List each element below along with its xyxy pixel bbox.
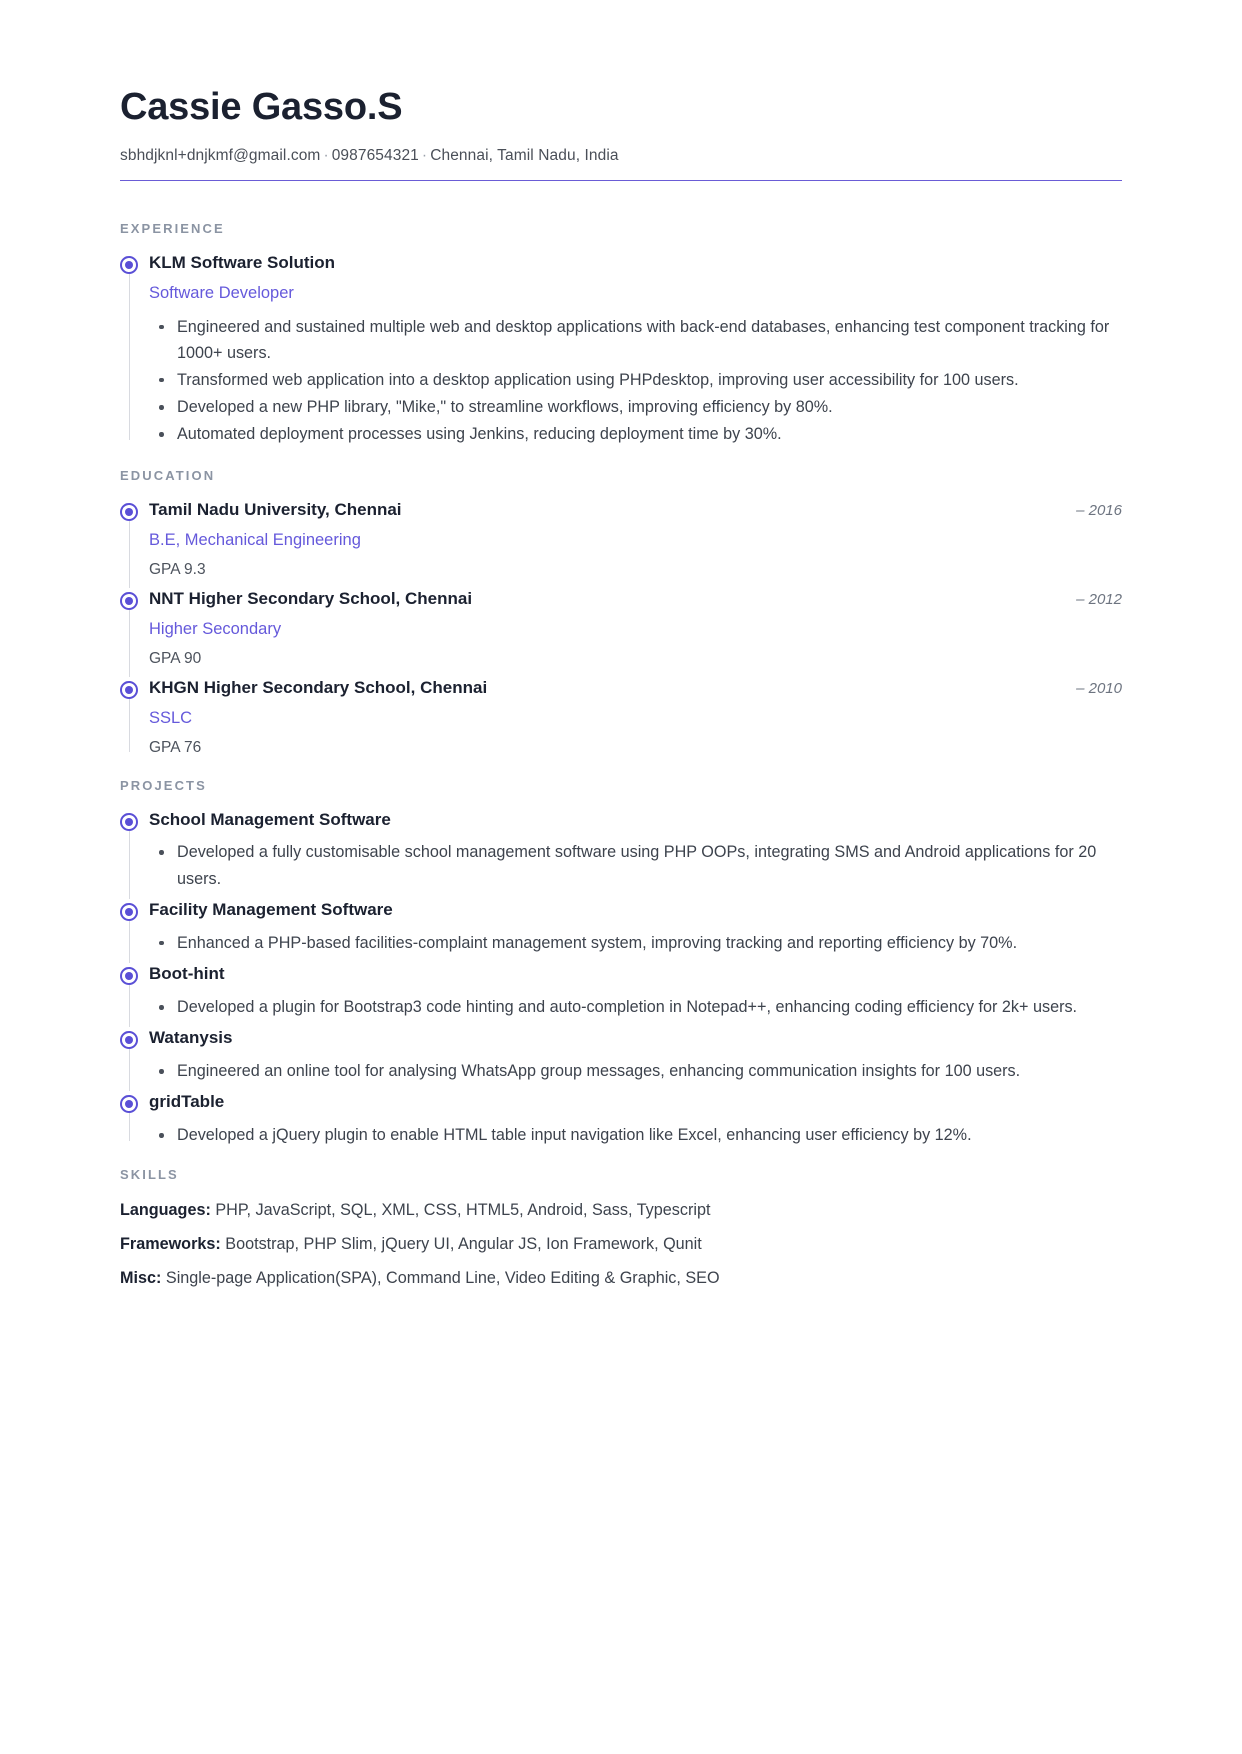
education-school: NNT Higher Secondary School, Chennai — [149, 588, 473, 608]
section-title-skills: SKILLS — [120, 1166, 179, 1182]
project-bullet-list — [149, 930, 1122, 956]
experience-role: Software Developer — [149, 283, 294, 302]
contact-line — [120, 146, 1122, 166]
section-title-projects: PROJECTS — [120, 777, 207, 793]
education-school: Tamil Nadu University, Chennai — [149, 499, 402, 519]
project-entry-head — [149, 899, 1122, 922]
timeline-dot-icon — [120, 681, 138, 699]
education-entry — [120, 677, 1122, 760]
education-gpa: GPA 90 — [149, 650, 202, 668]
contact-location: Chennai, Tamil Nadu, India — [430, 146, 619, 164]
skill-label: Misc: — [120, 1268, 162, 1287]
project-bullet-list — [149, 994, 1122, 1020]
education-date: – 2012 — [1076, 590, 1122, 608]
skill-label: Languages: — [120, 1200, 211, 1219]
list-item: Developed a new PHP library, "Mike," to streamline workflows, improving efficiency by 80%. — [149, 394, 1122, 420]
timeline-dot-icon — [120, 503, 138, 521]
list-item: Developed a plugin for Bootstrap3 code hinting and auto-completion in Notepad++, enhancing coding efficiency for 2k+ users. — [149, 994, 1122, 1020]
skill-row-languages — [120, 1198, 1122, 1223]
education-school: KHGN Higher Secondary School, Chennai — [149, 677, 488, 697]
education-entry — [120, 588, 1122, 677]
project-entry — [120, 1027, 1122, 1091]
skills-section — [120, 1167, 1122, 1291]
resume-header — [120, 86, 1122, 181]
timeline-dot-icon — [120, 592, 138, 610]
project-name: Facility Management Software — [149, 899, 393, 919]
project-bullet-list — [149, 1058, 1122, 1084]
education-entry — [120, 499, 1122, 588]
projects-section — [120, 778, 1122, 1149]
contact-phone[interactable]: 0987654321 — [331, 146, 419, 164]
section-title-education: EDUCATION — [120, 467, 216, 483]
contact-separator-2: · — [421, 146, 428, 164]
project-bullet-list — [149, 839, 1122, 891]
list-item: Transformed web application into a desktop application using PHPdesktop, improving user accessibility for 100 users. — [149, 367, 1122, 393]
project-bullet-list — [149, 1122, 1122, 1148]
timeline-dot-icon — [120, 967, 138, 985]
education-gpa: GPA 76 — [149, 739, 202, 757]
project-name: Boot-hint — [149, 964, 225, 984]
skill-row-misc — [120, 1266, 1122, 1291]
timeline-dot-icon — [120, 813, 138, 831]
education-degree: SSLC — [149, 708, 193, 727]
education-section — [120, 468, 1122, 760]
education-entry-head — [149, 588, 1122, 611]
project-entry-head — [149, 963, 1122, 986]
project-name: gridTable — [149, 1092, 225, 1112]
project-entry-head — [149, 1027, 1122, 1050]
project-entry-head — [149, 809, 1122, 832]
education-date: – 2016 — [1076, 501, 1122, 519]
experience-entry — [120, 252, 1122, 448]
contact-separator-1: · — [323, 146, 329, 164]
experience-bullet-list — [149, 314, 1122, 448]
contact-email[interactable]: sbhdjknl+dnjkmf@gmail.com — [120, 146, 321, 164]
project-entry — [120, 899, 1122, 963]
experience-section — [120, 221, 1122, 448]
project-entry — [120, 963, 1122, 1027]
education-degree: Higher Secondary — [149, 619, 282, 638]
skill-values: Single-page Application(SPA), Command Line, Video Editing & Graphic, SEO — [165, 1268, 720, 1287]
timeline-dot-icon — [120, 1031, 138, 1049]
project-entry — [120, 1091, 1122, 1148]
list-item: Automated deployment processes using Jenkins, reducing deployment time by 30%. — [149, 421, 1122, 447]
timeline-dot-icon — [120, 256, 138, 274]
timeline-dot-icon — [120, 903, 138, 921]
project-entry — [120, 809, 1122, 899]
education-gpa: GPA 9.3 — [149, 561, 206, 579]
education-entry-head — [149, 499, 1122, 522]
list-item: Developed a jQuery plugin to enable HTML table input navigation like Excel, enhancing user efficiency by 12%. — [149, 1122, 1122, 1148]
education-entry-head — [149, 677, 1122, 700]
skill-row-frameworks — [120, 1232, 1122, 1257]
experience-entry-head — [149, 252, 1122, 275]
experience-company: KLM Software Solution — [149, 252, 336, 272]
list-item: Engineered an online tool for analysing WhatsApp group messages, enhancing communication insights for 100 users. — [149, 1058, 1122, 1084]
project-name: Watanysis — [149, 1028, 233, 1048]
timeline-dot-icon — [120, 1095, 138, 1113]
list-item: Developed a fully customisable school management software using PHP OOPs, integrating SMS and Android applications for 20 users. — [149, 839, 1122, 891]
candidate-name: Cassie Gasso.S — [120, 86, 403, 128]
project-entry-head — [149, 1091, 1122, 1114]
list-item: Enhanced a PHP-based facilities-complaint management system, improving tracking and reporting efficiency by 70%. — [149, 930, 1122, 956]
list-item: Engineered and sustained multiple web and desktop applications with back-end databases, enhancing test component tracking for 1000+ users. — [149, 314, 1122, 366]
section-title-experience: EXPERIENCE — [120, 220, 225, 236]
skill-values: Bootstrap, PHP Slim, jQuery UI, Angular JS, Ion Framework, Qunit — [225, 1234, 702, 1253]
skill-label: Frameworks: — [120, 1234, 221, 1253]
education-degree: B.E, Mechanical Engineering — [149, 530, 361, 549]
education-date: – 2010 — [1076, 679, 1122, 697]
skill-values: PHP, JavaScript, SQL, XML, CSS, HTML5, Android, Sass, Typescript — [215, 1200, 711, 1219]
project-name: School Management Software — [149, 809, 391, 829]
header-divider — [120, 180, 1122, 181]
